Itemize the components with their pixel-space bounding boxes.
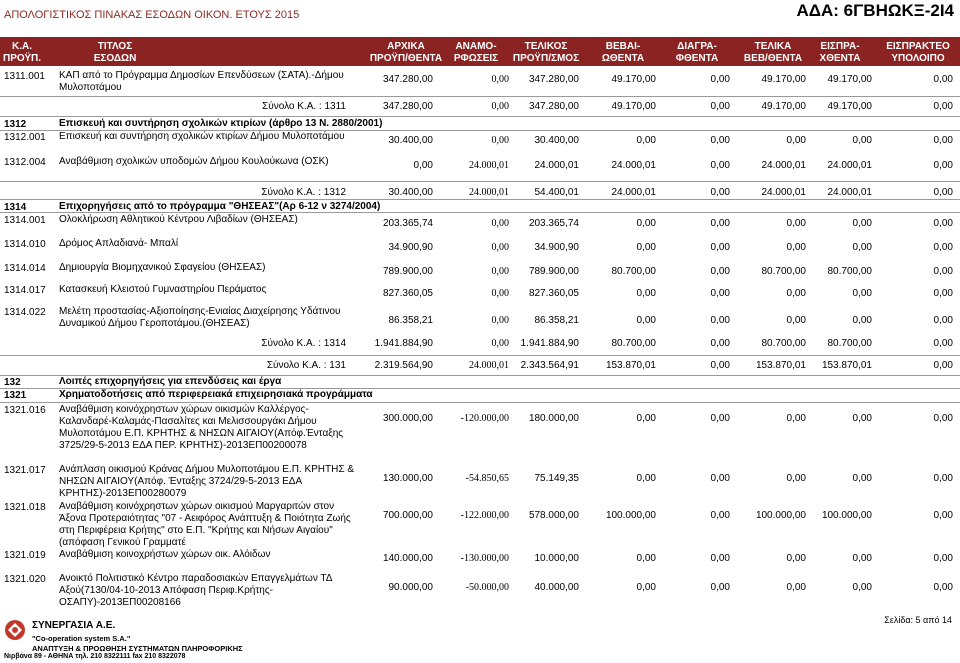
cell-value-0: 30.400,00 — [388, 187, 433, 198]
cell-value-0: 140.000,00 — [382, 553, 433, 564]
cell-value-3: 49.170,00 — [611, 101, 656, 112]
cell-value-5: 0,00 — [786, 135, 806, 146]
table-row — [0, 305, 960, 335]
cell-value-2: 24.000,01 — [534, 160, 579, 171]
cell-value-7: 0,00 — [933, 242, 953, 253]
row-title: Μελέτη προστασίας-Αξιοποίησης-Ενιαίας Διαχείρησης Υδάτινου Δυναμικού Δήμου Γεροποτάμου.(ΘΗΣΕΑΣ) — [59, 306, 341, 329]
cell-value-3: 0,00 — [636, 413, 656, 424]
cell-value-6: 24.000,01 — [827, 160, 872, 171]
cell-value-6: 0,00 — [852, 242, 872, 253]
cell-value-4: 0,00 — [710, 413, 730, 424]
cell-value-6: 100.000,00 — [821, 510, 872, 521]
cell-value-3: 80.700,00 — [611, 338, 656, 349]
cell-value-0: 1.941.884,90 — [374, 338, 433, 349]
cell-value-0: 0,00 — [413, 160, 433, 171]
cell-value-0: 300.000,00 — [382, 413, 433, 424]
column-header-0: Κ.Α. ΠΡΟΫΠ. — [2, 41, 42, 64]
total-row — [0, 97, 960, 115]
row-title: Αναβάθμιση κοινόχρηστων χώρων οικισμών Καλλέργος-Καλανδαρέ-Καλαμάς-Πασαλίτες και Μελισσουργάκι Δήμου Μυλοποτάμου Ε.Π. ΚΡΗΤΗΣ & ΝΗΣΩΝ ΑΙΓΑΙΟΥ(Απόφ.Ένταξης 3725/29-5-2013 ΕΔΑ ΠΕΡ. ΚΡΗΤΗΣ)-2013ΕΠ00200078 — [59, 404, 344, 451]
cell-value-2: 30.400,00 — [534, 135, 579, 146]
row-code: 1321.018 — [4, 502, 46, 513]
cell-value-4: 0,00 — [710, 242, 730, 253]
row-divider — [0, 199, 960, 200]
row-code: 1321.016 — [4, 405, 46, 416]
row-code: 1314.022 — [4, 307, 46, 318]
row-title: ΚΑΠ από το Πρόγραμμα Δημοσίων Επενδύσεων (ΣΑΤΑ).-Δήμου Μυλοποτάμου — [59, 70, 344, 93]
cell-value-3: 153.870,01 — [605, 360, 656, 371]
footer-desc: ΑΝΑΠΤΥΞΗ & ΠΡΟΩΘΗΣΗ ΣΥΣΤΗΜΑΤΩΝ ΠΛΗΡΟΦΟΡΙΚΗΣ — [32, 644, 243, 653]
cell-value-6: 49.170,00 — [827, 101, 872, 112]
cell-value-5: 80.700,00 — [761, 338, 806, 349]
row-divider — [0, 388, 960, 389]
cell-value-1: 0,00 — [491, 288, 509, 299]
table-row — [0, 463, 960, 499]
cell-value-1: 24.000,01 — [469, 360, 509, 371]
cell-value-4: 0,00 — [710, 135, 730, 146]
row-title: Ανοικτό Πολιτιστικό Κέντρο παραδοσιακών Επαγγελμάτων ΤΔ Αξού(7130/04-10-2013 Απόφαση Περιφ.Κρήτης-ΟΣΑΠΥ)-2013ΕΠ00208166 — [59, 573, 332, 608]
table-row — [0, 237, 960, 259]
row-code: 132 — [4, 377, 21, 388]
footer-system: "Co-operation system S.A." — [32, 634, 131, 643]
row-divider — [0, 181, 960, 182]
column-header-8: ΕΙΣΠΡΑ- ΧΘΕΝΤΑ — [819, 41, 861, 64]
row-divider — [0, 355, 960, 356]
row-title: Ολοκλήρωση Αθλητικού Κέντρου Λιβαδίων (ΘΗΣΕΑΣ) — [59, 214, 298, 225]
cell-value-0: 789.900,00 — [382, 266, 433, 277]
table-row — [0, 155, 960, 173]
cell-value-6: 80.700,00 — [827, 338, 872, 349]
cell-value-6: 0,00 — [852, 288, 872, 299]
cell-value-3: 49.170,00 — [611, 74, 656, 85]
column-header-1: ΤΙΤΛΟΣ ΕΣΟΔΩΝ — [93, 41, 137, 64]
table-header — [0, 37, 960, 66]
cell-value-4: 0,00 — [710, 582, 730, 593]
table-row — [0, 130, 960, 154]
row-title: Αναβάθμιση κοινόχρηστων χώρων οικισμού Μαργαριτών στον Άξονα Προτεραιότητας "07 - Αειφόρος Ανάπτυξη & Ποιότητα Ζωής στη Περιφέρεια Κρήτης" στο Ε.Π. "Κρήτης και Νήσων Αιγαίου" (απόφαση Γενικού Γραμματέ — [59, 501, 351, 548]
cell-value-6: 0,00 — [852, 315, 872, 326]
row-divider — [0, 116, 960, 117]
cell-value-4: 0,00 — [710, 338, 730, 349]
cell-value-6: 80.700,00 — [827, 266, 872, 277]
cell-value-4: 0,00 — [710, 510, 730, 521]
cell-value-3: 80.700,00 — [611, 266, 656, 277]
cell-value-4: 0,00 — [710, 160, 730, 171]
cell-value-4: 0,00 — [710, 74, 730, 85]
cell-value-6: 49.170,00 — [827, 74, 872, 85]
row-code: 1312.004 — [4, 157, 46, 168]
cell-value-1: -54.850,65 — [465, 473, 509, 484]
cell-value-6: 0,00 — [852, 218, 872, 229]
row-code: 1314.017 — [4, 285, 46, 296]
cell-value-7: 0,00 — [933, 413, 953, 424]
cell-value-6: 153.870,01 — [821, 360, 872, 371]
cell-value-3: 0,00 — [636, 288, 656, 299]
column-header-5: ΒΕΒΑΙ- ΩΘΕΝΤΑ — [601, 41, 645, 64]
cell-value-1: 24.000,01 — [469, 187, 509, 198]
table-row — [0, 283, 960, 305]
row-code: 1314 — [4, 202, 27, 213]
cell-value-2: 827.360,05 — [528, 288, 579, 299]
cell-value-3: 0,00 — [636, 315, 656, 326]
cell-value-3: 0,00 — [636, 553, 656, 564]
cell-value-7: 0,00 — [933, 74, 953, 85]
cell-value-6: 24.000,01 — [827, 187, 872, 198]
cell-value-4: 0,00 — [710, 218, 730, 229]
cell-value-6: 0,00 — [852, 135, 872, 146]
cell-value-5: 0,00 — [786, 473, 806, 484]
cell-value-6: 0,00 — [852, 553, 872, 564]
column-header-9: ΕΙΣΠΡΑΚΤΕΟ ΥΠΟΛΟΙΠΟ — [886, 41, 950, 64]
cell-value-2: 203.365,74 — [528, 218, 579, 229]
cell-value-0: 347.280,00 — [382, 74, 433, 85]
cell-value-6: 0,00 — [852, 413, 872, 424]
group-row — [0, 375, 960, 388]
cell-value-0: 86.358,21 — [388, 315, 433, 326]
row-divider — [0, 375, 960, 376]
cell-value-0: 34.900,90 — [388, 242, 433, 253]
cell-value-1: 0,00 — [491, 315, 509, 326]
cell-value-6: 0,00 — [852, 582, 872, 593]
cell-value-2: 34.900,90 — [534, 242, 579, 253]
cell-value-2: 789.900,00 — [528, 266, 579, 277]
cell-value-5: 0,00 — [786, 288, 806, 299]
row-code: 1311.001 — [4, 71, 45, 82]
cell-value-2: 578.000,00 — [528, 510, 579, 521]
cell-value-0: 2.319.564,90 — [374, 360, 433, 371]
cell-value-3: 0,00 — [636, 135, 656, 146]
group-row — [0, 388, 960, 401]
cell-value-7: 0,00 — [933, 360, 953, 371]
row-code: 1321.019 — [4, 550, 46, 561]
cell-value-1: 0,00 — [491, 242, 509, 253]
cell-value-4: 0,00 — [710, 315, 730, 326]
row-code: 1314.010 — [4, 239, 46, 250]
row-title: Δρόμος Απλαδιανά- Μπαλί — [59, 238, 179, 249]
cell-value-2: 347.280,00 — [528, 101, 579, 112]
cell-value-3: 0,00 — [636, 473, 656, 484]
cell-value-1: 0,00 — [491, 101, 509, 112]
column-header-7: ΤΕΛΙΚΑ ΒΕΒ/ΘΕΝΤΑ — [743, 41, 803, 64]
row-code: 1321.020 — [4, 574, 46, 585]
total-row — [0, 356, 960, 372]
cell-value-1: 0,00 — [491, 74, 509, 85]
cell-value-7: 0,00 — [933, 187, 953, 198]
cell-value-7: 0,00 — [933, 135, 953, 146]
cell-value-1: -130.000,00 — [460, 553, 509, 564]
total-label: Σύνολο Κ.Α. : 1312 — [261, 187, 346, 198]
cell-value-6: 0,00 — [852, 473, 872, 484]
total-row — [0, 334, 960, 352]
total-label: Σύνολο Κ.Α. : 1311 — [262, 101, 346, 112]
cell-value-1: 0,00 — [491, 218, 509, 229]
column-header-3: ΑΝΑΜΟ- ΡΦΩΣΕΙΣ — [453, 41, 499, 64]
row-divider — [0, 402, 960, 403]
cell-value-4: 0,00 — [710, 473, 730, 484]
table-row — [0, 213, 960, 235]
footer-address: Νιρβάνα 89 - ΑΘΗΝΑ τηλ. 210 8322111 fax 210 8322078 — [4, 653, 186, 660]
company-logo-icon — [4, 619, 26, 641]
cell-value-7: 0,00 — [933, 338, 953, 349]
cell-value-0: 700.000,00 — [382, 510, 433, 521]
cell-value-2: 180.000,00 — [528, 413, 579, 424]
cell-value-4: 0,00 — [710, 101, 730, 112]
row-code: 1314.001 — [4, 215, 46, 226]
cell-value-5: 80.700,00 — [761, 266, 806, 277]
cell-value-5: 153.870,01 — [755, 360, 806, 371]
cell-value-4: 0,00 — [710, 187, 730, 198]
cell-value-1: 0,00 — [491, 338, 509, 349]
row-title: Ανάπλαση οικισμού Κράνας Δήμου Μυλοποτάμου Ε.Π. ΚΡΗΤΗΣ & ΝΗΣΩΝ ΑΙΓΑΙΟΥ(Απόφ. Ένταξης 3724/29-5-2013 ΕΔΑ ΚΡΗΤΗΣ)-2013ΕΠ00280079 — [59, 464, 354, 499]
cell-value-0: 827.360,05 — [382, 288, 433, 299]
column-header-4: ΤΕΛΙΚΟΣ ΠΡΟΫΠ/ΣΜΟΣ — [512, 41, 580, 64]
row-divider — [0, 96, 960, 97]
cell-value-4: 0,00 — [710, 288, 730, 299]
row-title: Αναβάθμιση κοινοχρήστων χώρων οικ. Αλόιδων — [59, 549, 271, 560]
total-label: Σύνολο Κ.Α. : 131 — [266, 360, 346, 371]
total-label: Σύνολο Κ.Α. : 1314 — [261, 338, 346, 349]
cell-value-7: 0,00 — [933, 473, 953, 484]
row-divider — [0, 212, 960, 213]
cell-value-5: 49.170,00 — [761, 74, 806, 85]
row-title: Χρηματοδοτήσεις από περιφερειακά επιχειρησιακά προγράμματα — [59, 389, 373, 400]
row-code: 1312 — [4, 119, 27, 130]
cell-value-2: 347.280,00 — [528, 74, 579, 85]
table-row — [0, 500, 960, 548]
cell-value-0: 203.365,74 — [382, 218, 433, 229]
cell-value-5: 0,00 — [786, 218, 806, 229]
cell-value-2: 10.000,00 — [534, 553, 579, 564]
column-header-2: ΑΡΧΙΚΑ ΠΡΟΫΠ/ΘΕΝΤΑ — [369, 41, 443, 64]
table-row — [0, 261, 960, 283]
cell-value-3: 24.000,01 — [611, 160, 656, 171]
cell-value-2: 75.149,35 — [534, 473, 579, 484]
cell-value-7: 0,00 — [933, 553, 953, 564]
cell-value-7: 0,00 — [933, 101, 953, 112]
row-divider — [0, 130, 960, 131]
cell-value-0: 130.000,00 — [382, 473, 433, 484]
cell-value-7: 0,00 — [933, 266, 953, 277]
cell-value-0: 30.400,00 — [388, 135, 433, 146]
cell-value-4: 0,00 — [710, 553, 730, 564]
cell-value-5: 100.000,00 — [755, 510, 806, 521]
cell-value-2: 86.358,21 — [534, 315, 579, 326]
row-title: Κατασκευή Κλειστού Γυμναστηρίου Περάματος — [59, 284, 267, 295]
cell-value-7: 0,00 — [933, 510, 953, 521]
cell-value-7: 0,00 — [933, 160, 953, 171]
row-title: Δημιουργία Βιομηχανικού Σφαγείου (ΘΗΣΕΑΣ) — [59, 262, 266, 273]
cell-value-1: -120.000,00 — [460, 413, 509, 424]
row-code: 1314.014 — [4, 263, 46, 274]
total-row — [0, 183, 960, 199]
cell-value-3: 0,00 — [636, 582, 656, 593]
column-header-6: ΔΙΑΓΡΑ- ΦΘΕΝΤΑ — [675, 41, 719, 64]
cell-value-2: 1.941.884,90 — [520, 338, 579, 349]
cell-value-1: 0,00 — [491, 266, 509, 277]
cell-value-0: 347.280,00 — [382, 101, 433, 112]
cell-value-5: 0,00 — [786, 553, 806, 564]
table-row — [0, 572, 960, 610]
report-title: ΑΠΟΛΟΓΙΣΤΙΚΟΣ ΠΙΝΑΚΑΣ ΕΣΟΔΩΝ ΟΙΚΟΝ. ΕΤΟΥΣ 2015 — [4, 9, 300, 21]
cell-value-5: 0,00 — [786, 413, 806, 424]
cell-value-5: 0,00 — [786, 315, 806, 326]
cell-value-5: 49.170,00 — [761, 101, 806, 112]
cell-value-1: 24.000,01 — [469, 160, 509, 171]
cell-value-5: 24.000,01 — [761, 160, 806, 171]
cell-value-7: 0,00 — [933, 315, 953, 326]
table-row — [0, 403, 960, 465]
row-title: Επισκευή και συντήρηση σχολικών κτιρίων Δήμου Μυλοποτάμου — [59, 131, 345, 142]
cell-value-3: 0,00 — [636, 242, 656, 253]
cell-value-2: 2.343.564,91 — [520, 360, 579, 371]
cell-value-3: 0,00 — [636, 218, 656, 229]
cell-value-7: 0,00 — [933, 218, 953, 229]
cell-value-1: -122.000,00 — [460, 510, 509, 521]
cell-value-1: 0,00 — [491, 135, 509, 146]
cell-value-3: 100.000,00 — [605, 510, 656, 521]
group-row — [0, 117, 960, 130]
page-number: Σελίδα: 5 από 14 — [884, 615, 952, 625]
cell-value-3: 24.000,01 — [611, 187, 656, 198]
row-title: Επισκευή και συντήρηση σχολικών κτιρίων (άρθρο 13 Ν. 2880/2001) — [59, 118, 383, 129]
row-title: Αναβάθμιση σχολικών υποδομών Δήμου Κουλούκωνα (ΟΣΚ) — [59, 156, 329, 167]
cell-value-7: 0,00 — [933, 288, 953, 299]
row-code: 1312.001 — [4, 132, 46, 143]
row-title: Επιχορηγήσεις από το πρόγραμμα "ΘΗΣΕΑΣ"(Αρ 6-12 ν 3274/2004) — [59, 201, 381, 212]
footer-company: ΣΥΝΕΡΓΑΣΙΑ Α.Ε. — [32, 620, 116, 631]
cell-value-5: 0,00 — [786, 242, 806, 253]
cell-value-1: -50.000,00 — [465, 582, 509, 593]
ada-code: ΑΔΑ: 6ΓΒΗΩΚΞ-2Ι4 — [796, 1, 954, 20]
cell-value-4: 0,00 — [710, 360, 730, 371]
cell-value-5: 24.000,01 — [761, 187, 806, 198]
cell-value-7: 0,00 — [933, 582, 953, 593]
cell-value-2: 40.000,00 — [534, 582, 579, 593]
row-code: 1321 — [4, 390, 27, 401]
cell-value-2: 54.400,01 — [534, 187, 579, 198]
cell-value-5: 0,00 — [786, 582, 806, 593]
row-code: 1321.017 — [4, 465, 46, 476]
cell-value-0: 90.000,00 — [388, 582, 433, 593]
row-title: Λοιπές επιχορηγήσεις για επενδύσεις και έργα — [59, 376, 282, 387]
cell-value-4: 0,00 — [710, 266, 730, 277]
table-row — [0, 548, 960, 570]
table-row — [0, 69, 960, 95]
